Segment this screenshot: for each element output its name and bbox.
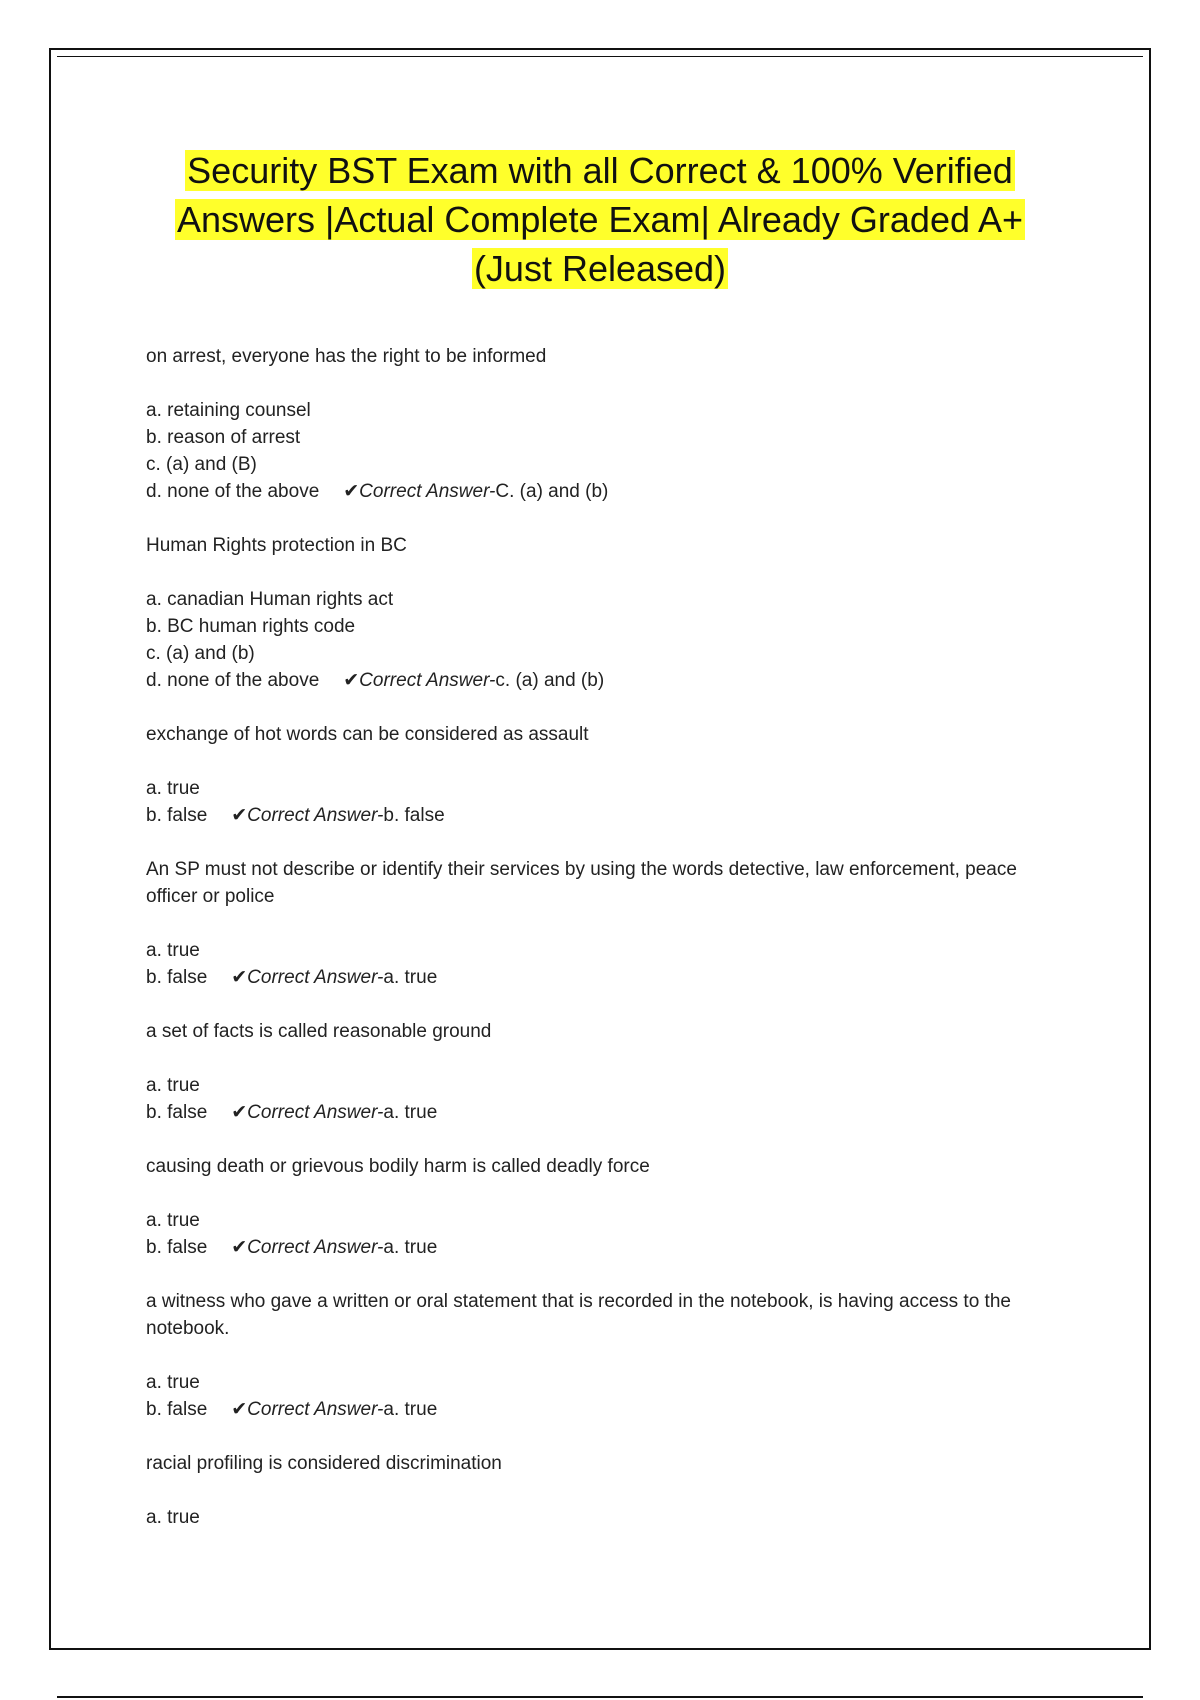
option-line: [146, 1369, 1066, 1396]
option-text: b. BC human rights code: [146, 616, 356, 637]
option-text: b. false: [146, 967, 208, 988]
question-text: exchange of hot words can be considered as assault: [146, 724, 589, 745]
correct-answer: [231, 1399, 437, 1420]
title-line-1: Security BST Exam with all Correct & 100% Verified: [187, 150, 1013, 191]
correct-answer-value: a. true: [383, 1399, 438, 1420]
correct-answer-value: b. false: [383, 805, 445, 826]
option-list: [146, 397, 1066, 505]
question-list: [146, 343, 1066, 1558]
option-text: b. false: [146, 1399, 208, 1420]
correct-answer-label: ✔Correct Answer-: [231, 967, 384, 988]
correct-answer-value: c. (a) and (b): [495, 670, 605, 691]
option-list: [146, 1369, 1066, 1423]
option-list: [146, 937, 1066, 991]
document-title: [120, 146, 1080, 293]
page-border-inner-rule: [57, 56, 1143, 57]
option-line: [146, 451, 1066, 478]
option-list: [146, 775, 1066, 829]
correct-answer-value: a. true: [383, 967, 438, 988]
question-text: racial profiling is considered discrimination: [146, 1453, 502, 1474]
correct-answer: [231, 1102, 437, 1123]
question-text: a witness who gave a written or oral statement that is recorded in the notebook, is having access to the notebook.: [146, 1291, 1011, 1339]
option-text: a. true: [146, 940, 200, 961]
title-line-2: Answers |Actual Complete Exam| Already Graded A+: [176, 199, 1024, 240]
option-text: b. false: [146, 1102, 208, 1123]
question-text: An SP must not describe or identify their services by using the words detective, law enforcement, peace officer or police: [146, 859, 1017, 907]
option-text: a. true: [146, 1210, 200, 1231]
option-text: d. none of the above: [146, 481, 320, 502]
option-line: [146, 613, 1066, 640]
option-text: b. false: [146, 805, 208, 826]
question-text: Human Rights protection in BC: [146, 535, 407, 556]
option-list: [146, 1504, 1066, 1531]
option-line: [146, 586, 1066, 613]
correct-answer-label: ✔Correct Answer-: [231, 1399, 384, 1420]
option-text: a. true: [146, 1075, 200, 1096]
question-text: a set of facts is called reasonable ground: [146, 1021, 492, 1042]
option-line: [146, 424, 1066, 451]
correct-answer: [231, 1237, 437, 1258]
option-line: [146, 775, 1066, 802]
option-line: [146, 802, 1066, 829]
next-page-border: [57, 1696, 1143, 1698]
option-text: d. none of the above: [146, 670, 320, 691]
option-text: a. true: [146, 778, 200, 799]
correct-answer-value: a. true: [383, 1102, 438, 1123]
option-line: [146, 964, 1066, 991]
option-text: c. (a) and (b): [146, 643, 255, 664]
option-list: [146, 1072, 1066, 1126]
option-text: b. reason of arrest: [146, 427, 301, 448]
question-text: causing death or grievous bodily harm is called deadly force: [146, 1156, 650, 1177]
option-text: a. true: [146, 1372, 200, 1393]
option-line: [146, 1504, 1066, 1531]
option-line: [146, 640, 1066, 667]
correct-answer: [343, 670, 604, 691]
correct-answer: [231, 967, 437, 988]
option-text: a. true: [146, 1507, 200, 1528]
title-line-3: (Just Released): [473, 248, 727, 289]
correct-answer-value: a. true: [383, 1237, 438, 1258]
option-text: b. false: [146, 1237, 208, 1258]
option-line: [146, 1099, 1066, 1126]
correct-answer-label: ✔Correct Answer-: [343, 481, 496, 502]
option-list: [146, 586, 1066, 694]
option-line: [146, 1072, 1066, 1099]
option-line: [146, 478, 1066, 505]
option-line: [146, 937, 1066, 964]
option-list: [146, 1207, 1066, 1261]
correct-answer: [231, 805, 444, 826]
correct-answer-value: C. (a) and (b): [495, 481, 609, 502]
option-text: a. retaining counsel: [146, 400, 311, 421]
correct-answer-label: ✔Correct Answer-: [343, 670, 496, 691]
option-line: [146, 1207, 1066, 1234]
option-text: a. canadian Human rights act: [146, 589, 394, 610]
option-line: [146, 667, 1066, 694]
option-text: c. (a) and (B): [146, 454, 257, 475]
correct-answer-label: ✔Correct Answer-: [231, 1237, 384, 1258]
option-line: [146, 1234, 1066, 1261]
correct-answer: [343, 481, 608, 502]
correct-answer-label: ✔Correct Answer-: [231, 1102, 384, 1123]
option-line: [146, 397, 1066, 424]
option-line: [146, 1396, 1066, 1423]
question-text: on arrest, everyone has the right to be informed: [146, 346, 547, 367]
correct-answer-label: ✔Correct Answer-: [231, 805, 384, 826]
